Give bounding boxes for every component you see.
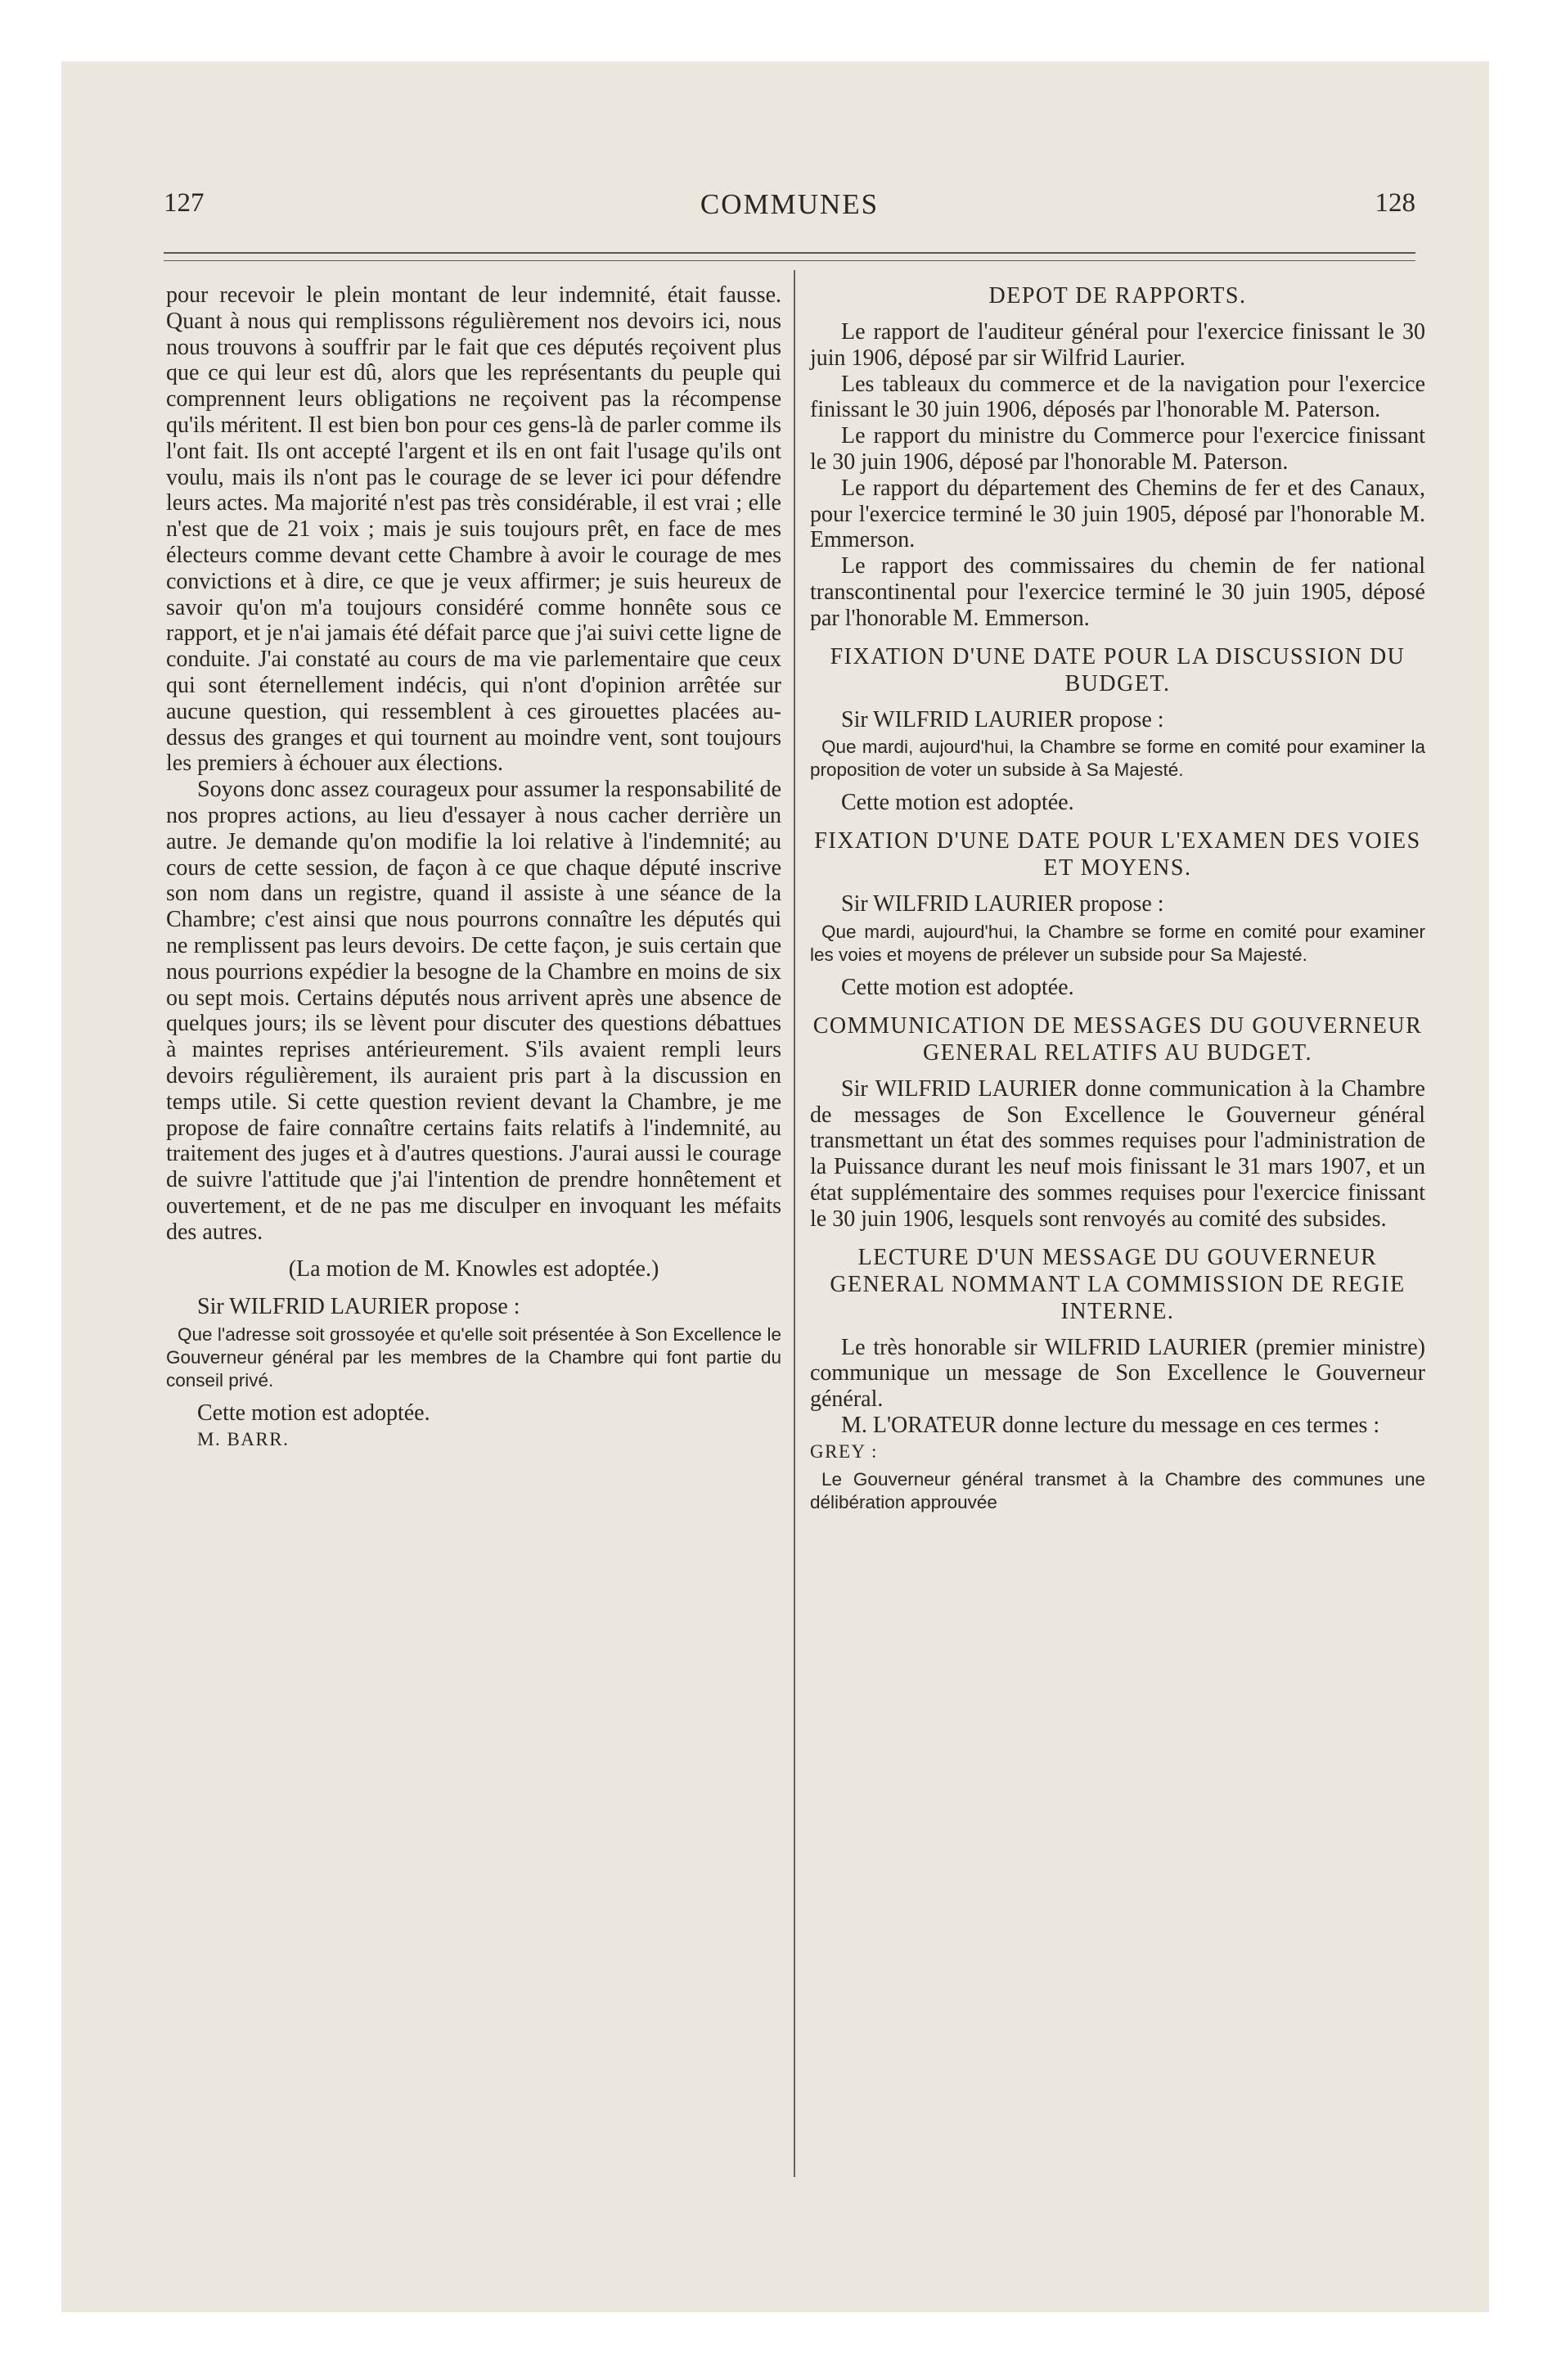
speaker-line: Sir WILFRID LAURIER propose : <box>841 891 1164 917</box>
section-heading: LECTURE D'UN MESSAGE DU GOUVERNEUR GENERAL NOMMANT LA COMMISSION DE REGIE INTERNE. <box>830 1244 1406 1324</box>
page-number-left: 127 <box>164 188 205 218</box>
column-divider <box>794 270 795 2177</box>
motion-text: Que l'adresse soit grossoyée et qu'elle soit présentée à Son Excellence le Gouverneur général par les membres de la Chambre qui font partie du conseil privé. <box>166 1324 781 1391</box>
speaker-name: M. BARR. <box>197 1428 290 1449</box>
motion-result: Cette motion est adoptée. <box>197 1400 430 1427</box>
motion-text: Que mardi, aujourd'hui, la Chambre se forme en comité pour examiner les voies et moyens de prélever un subside pour Sa Majesté. <box>810 921 1425 965</box>
motion-result: Cette motion est adoptée. <box>841 974 1074 1000</box>
running-title: COMMUNES <box>700 188 880 220</box>
paragraph: Soyons donc assez courageux pour assumer la responsabilité de nos propres actions, au lieu d'essayer à nous cacher derrière un autre. Je demande qu'on modifie la loi relative à l'indemnité; au cours de cette session, de façon à ce que chaque député inscrive son nom dans un registre, quand il assiste à une séance de la Chambre; c'est ainsi que nous pourrons connaître les députés qui ne remplissent pas leurs devoirs. De cette façon, je suis certain que nous pourrions expédier la besogne de la Chambre en moins de six ou sept mois. Certains députés nous arrivent après une absence de quelques jours; ils se lèvent pour discuter des questions débattues à maintes reprises antérieurement. S'ils avaient rempli leurs devoirs régulièrement, ils auraient pris part à la discussion en temps utile. Si cette question revient devant la Chambre, je me propose de faire connaître certains faits relatifs à l'indemnité, au traitement des juges et à d'autres questions. J'aurai aussi le courage de suivre l'attitude que j'ai l'intention de prendre honnêtement et ouvertement, et de ne pas me disculper en invoquant les méfaits des autres. <box>166 777 781 1245</box>
motion-result: Cette motion est adoptée. <box>841 790 1074 816</box>
motion-text: Le Gouverneur général transmet à la Chambre des communes une délibération approuvée <box>810 1468 1425 1512</box>
paragraph: Sir WILFRID LAURIER donne communication à la Chambre de messages de Son Excellence le Gouverneur général transmettant un état des sommes requises pour l'administration de la Puissance durant les neuf mois finissant le 31 mars 1907, et un état supplémentaire des sommes requises pour l'exercice finissant le 30 juin 1906, lesquels sont renvoyés au comité des subsides. <box>810 1075 1425 1232</box>
signature-label: GREY : <box>810 1440 878 1462</box>
motion-text: Que mardi, aujourd'hui, la Chambre se forme en comité pour examiner la proposition de voter un subside à Sa Majesté. <box>810 737 1425 781</box>
section-heading: DEPOT DE RAPPORTS. <box>988 283 1247 309</box>
paragraph: Le rapport du ministre du Commerce pour l'exercice finissant le 30 juin 1906, déposé par l'honorable M. Paterson. <box>810 423 1425 475</box>
page-number-right: 128 <box>1375 188 1415 218</box>
speaker-line: Sir WILFRID LAURIER propose : <box>197 1294 520 1320</box>
paragraph: Le rapport du département des Chemins de fer et des Canaux, pour l'exercice terminé le 30 juin 1905, déposé par l'honorable M. Emmerson. <box>810 475 1425 553</box>
paragraph: pour recevoir le plein montant de leur indemnité, était fausse. Quant à nous qui remplissons régulièrement nos devoirs ici, nous nous trouvons à souffrir par le fait que ces députés reçoivent plus que ce qui leur est dû, alors que les représentants du peuple qui comprennent leurs obligations ne reçoivent pas la récompense qu'ils méritent. Il est bien bon pour ces gens-là de parler comme ils l'ont fait. Ils ont accepté l'argent et ils en ont fait l'usage qu'ils ont voulu, mais ils n'ont pas le courage de se lever ici pour défendre leurs actes. Ma majorité n'est pas très considérable, il est vrai ; elle n'est que de 21 voix ; mais je suis toujours prêt, en face de mes électeurs comme devant cette Chambre à avoir le courage de mes convictions et à dire, ce que je veux affirmer; je suis heureux de savoir qu'on m'a toujours considéré comme honnête sous ce rapport, et je n'ai jamais été défait parce que j'ai suivi cette ligne de conduite. J'ai constaté au cours de ma vie parlementaire que ceux qui sont éternellement indécis, qui n'ont d'opinion arrêtée sur aucune question, qui ressemblent à ces girouettes placées au-dessus des granges et qui tournent au moindre vent, sont toujours les premiers à échouer aux élections. <box>166 282 781 777</box>
motion-result: (La motion de M. Knowles est adoptée.) <box>288 1256 659 1282</box>
speaker-line: Sir WILFRID LAURIER propose : <box>841 706 1164 732</box>
section-heading: FIXATION D'UNE DATE POUR L'EXAMEN DES VOIES ET MOYENS. <box>814 828 1421 881</box>
paragraph: Le rapport de l'auditeur général pour l'exercice finissant le 30 juin 1906, déposé par sir Wilfrid Laurier. <box>810 319 1425 371</box>
paragraph: M. L'ORATEUR donne lecture du message en ces termes : <box>841 1412 1380 1438</box>
paragraph: Le très honorable sir WILFRID LAURIER (premier ministre) communique un message de Son Excellence le Gouverneur général. <box>810 1334 1425 1413</box>
header-rule <box>164 252 1415 254</box>
header-rule-thin <box>164 260 1415 261</box>
right-column <box>810 282 1425 1522</box>
running-header <box>164 188 1415 237</box>
section-heading: FIXATION D'UNE DATE POUR LA DISCUSSION DU BUDGET. <box>830 643 1406 696</box>
paragraph: Le rapport des commissaires du chemin de fer national transcontinental pour l'exercice terminé le 30 juin 1905, déposé par l'honorable M. Emmerson. <box>810 553 1425 631</box>
section-heading: COMMUNICATION DE MESSAGES DU GOUVERNEUR GENERAL RELATIFS AU BUDGET. <box>812 1012 1423 1066</box>
left-column <box>166 282 781 1453</box>
paragraph: Les tableaux du commerce et de la navigation pour l'exercice finissant le 30 juin 1906, déposés par l'honorable M. Paterson. <box>810 371 1425 423</box>
